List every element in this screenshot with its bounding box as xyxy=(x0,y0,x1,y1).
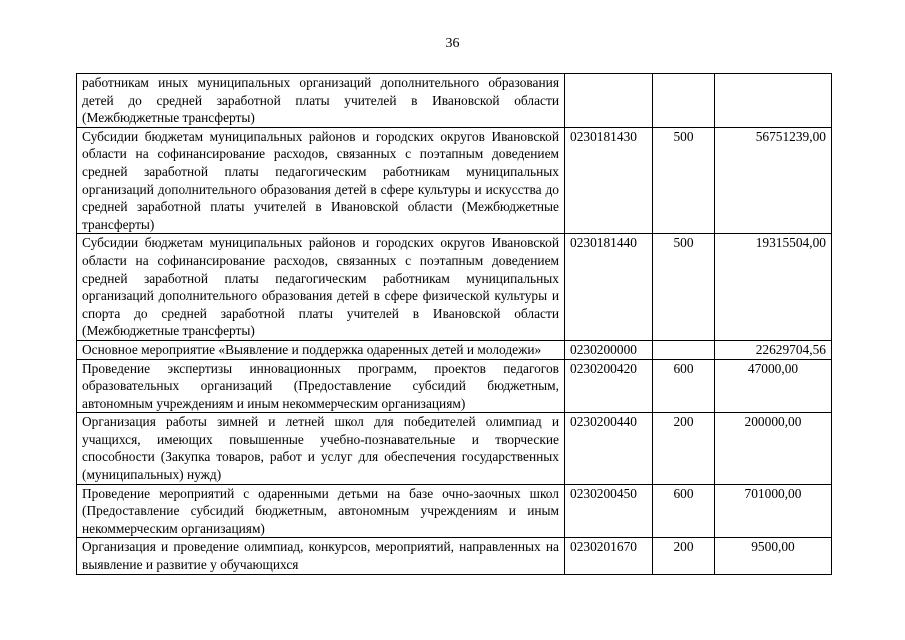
row-description: Организация работы зимней и летней школ для победителей олимпиад и учащихся, имеющих повышенные учебно-познавательные и творческие способности (Закупка товаров, работ и услуг для обеспечения государственных (муниципальных) нужд) xyxy=(77,413,565,484)
table-row xyxy=(77,74,832,128)
row-expense-type: 500 xyxy=(653,127,715,234)
table-row xyxy=(77,234,832,341)
table-row xyxy=(77,340,832,359)
row-code: 0230200440 xyxy=(565,413,653,484)
row-code: 0230201670 xyxy=(565,538,653,574)
row-expense-type: 200 xyxy=(653,413,715,484)
table-row xyxy=(77,127,832,234)
row-amount: 200000,00 xyxy=(715,413,832,484)
row-amount: 56751239,00 xyxy=(715,127,832,234)
row-code: 0230200450 xyxy=(565,484,653,538)
row-code: 0230181440 xyxy=(565,234,653,341)
row-code: 0230200420 xyxy=(565,359,653,413)
row-expense-type: 600 xyxy=(653,359,715,413)
row-amount: 47000,00 xyxy=(715,359,832,413)
budget-table xyxy=(76,73,832,575)
row-description: Субсидии бюджетам муниципальных районов и городских округов Ивановской области на софинансирование расходов, связанных с поэтапным доведением средней заработной платы педагогическим работникам муниципальных организаций дополнительного образования детей в сфере физической культуры и спорта до средней заработной платы учителей в Ивановской области (Межбюджетные трансферты) xyxy=(77,234,565,341)
row-amount: 22629704,56 xyxy=(715,340,832,359)
table-row xyxy=(77,484,832,538)
row-description: Субсидии бюджетам муниципальных районов и городских округов Ивановской области на софинансирование расходов, связанных с поэтапным доведением средней заработной платы педагогическим работникам муниципальных организаций дополнительного образования детей в сфере культуры и искусства до средней заработной платы учителей в Ивановской области (Межбюджетные трансферты) xyxy=(77,127,565,234)
row-description: Проведение экспертизы инновационных программ, проектов педагогов образовательных организаций (Предоставление субсидий бюджетным, автономным учреждениям и иным некоммерческим организациям) xyxy=(77,359,565,413)
row-description: Проведение мероприятий с одаренными детьми на базе очно-заочных школ (Предоставление субсидий бюджетным, автономным учреждениям и иным некоммерческим организациям) xyxy=(77,484,565,538)
row-expense-type xyxy=(653,74,715,128)
row-description: Организация и проведение олимпиад, конкурсов, мероприятий, направленных на выявление и развитие у обучающихся xyxy=(77,538,565,574)
row-expense-type: 600 xyxy=(653,484,715,538)
table-row xyxy=(77,538,832,574)
page-number: 36 xyxy=(445,36,460,51)
row-expense-type: 500 xyxy=(653,234,715,341)
row-expense-type: 200 xyxy=(653,538,715,574)
row-amount: 19315504,00 xyxy=(715,234,832,341)
table-row xyxy=(77,359,832,413)
row-expense-type xyxy=(653,340,715,359)
row-code: 0230200000 xyxy=(565,340,653,359)
row-code xyxy=(565,74,653,128)
row-description: Основное мероприятие «Выявление и поддержка одаренных детей и молодежи» xyxy=(77,340,565,359)
table-row xyxy=(77,413,832,484)
row-description: работникам иных муниципальных организаций дополнительного образования детей до средней заработной платы учителей в Ивановской области (Межбюджетные трансферты) xyxy=(77,74,565,128)
row-amount: 9500,00 xyxy=(715,538,832,574)
row-amount xyxy=(715,74,832,128)
row-code: 0230181430 xyxy=(565,127,653,234)
row-amount: 701000,00 xyxy=(715,484,832,538)
